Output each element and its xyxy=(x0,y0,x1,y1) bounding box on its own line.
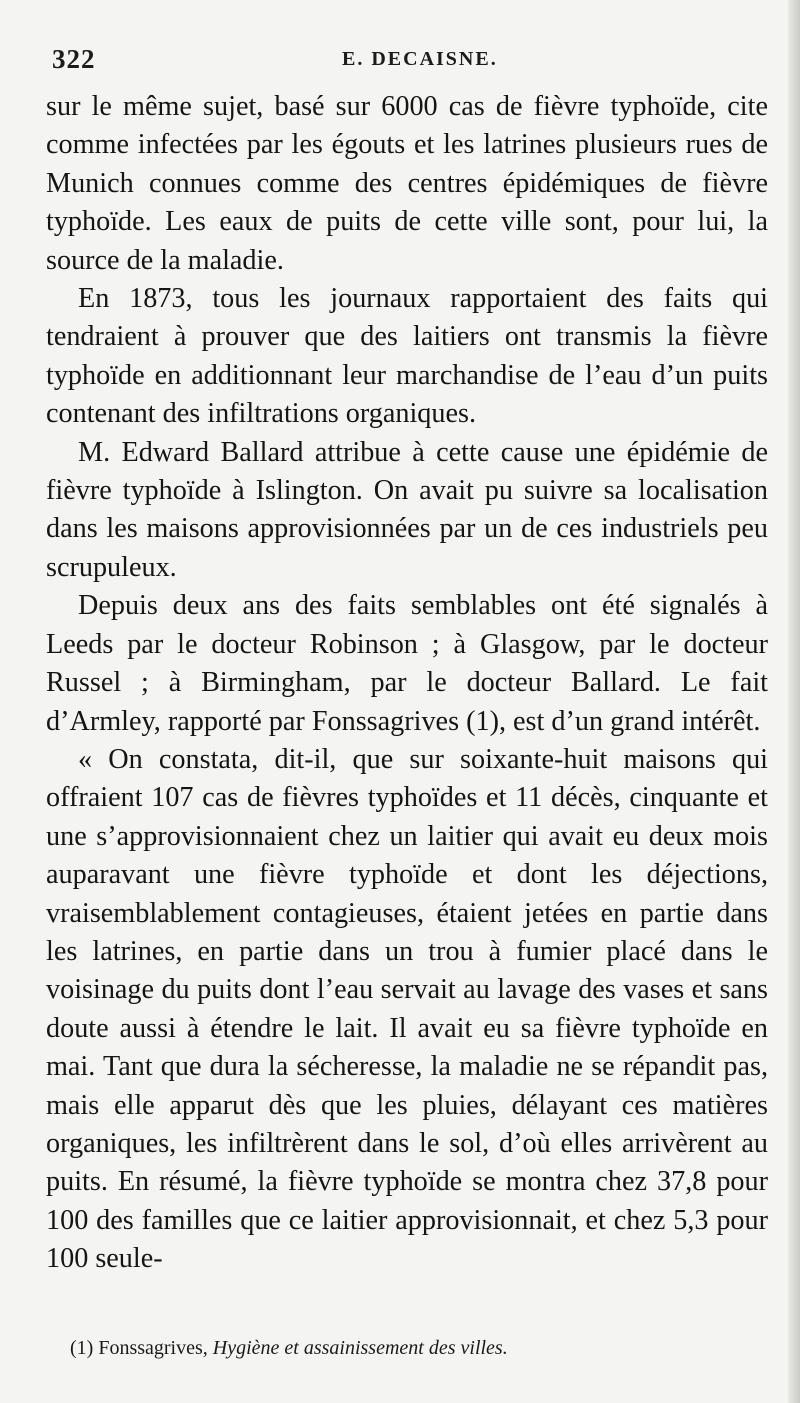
running-head: E. DECAISNE. xyxy=(342,48,498,70)
body-text xyxy=(46,88,768,1279)
paragraph-quotation: « On constata, dit-il, que sur soixante-huit maisons qui offraient 107 cas de fièvres typhoïdes et 11 décès, cinquante et une s’approvisionnaient chez un laitier qui avait eu deux mois auparavant une fièvre typhoïde et dont les déjections, vraisemblablement contagieuses, étaient jetées en partie dans les latrines, en partie dans un trou à fumier placé dans le voisinage du puits dont l’eau servait au lavage des vases et sans doute aussi à étendre le lait. Il avait eu sa fièvre typhoïde en mai. Tant que dura la sécheresse, la maladie ne se répandit pas, mais elle apparut dès que les pluies, délayant ces matières organiques, les infiltrèrent dans le sol, d’où elles arrivèrent au puits. En résumé, la fièvre typhoïde se montra chez 37,8 pour 100 des familles que ce laitier approvisionnait, et chez 5,3 pour 100 seule- xyxy=(46,743,768,1275)
footnote-marker: (1) xyxy=(70,1337,94,1359)
paragraph: Depuis deux ans des faits semblables ont été signalés à Leeds par le docteur Robinson ; à Glasgow, par le docteur Russel ; à Birmingham, par le docteur Ballard. Le fait d’Armley, rapporté par Fonssagrives (1), est d’un grand intérêt. xyxy=(46,590,768,737)
footnote-author: Fonssagrives, xyxy=(98,1337,208,1359)
page-number: 322 xyxy=(52,44,96,74)
paragraph: En 1873, tous les journaux rapportaient des faits qui tendraient à prouver que des laitiers ont transmis la fièvre typhoïde en additionnant leur marchandise de l’eau d’un puits contenant des infiltrations organiques. xyxy=(46,283,768,430)
footnote xyxy=(70,1335,760,1361)
footnote-title: Hygiène et assainissement des villes. xyxy=(212,1337,508,1359)
paragraph-continuation: sur le même sujet, basé sur 6000 cas de fièvre typhoïde, cite comme infectées par les égouts et les latrines plusieurs rues de Munich connues comme des centres épidémiques de fièvre typhoïde. Les eaux de puits de cette ville sont, pour lui, la source de la maladie. xyxy=(46,91,768,276)
paragraph: M. Edward Ballard attribue à cette cause une épidémie de fièvre typhoïde à Islington. On avait pu suivre sa localisation dans les maisons approvisionnées par un de ces industriels peu scrupuleux. xyxy=(46,436,768,583)
page-gutter-shadow xyxy=(788,0,800,1403)
